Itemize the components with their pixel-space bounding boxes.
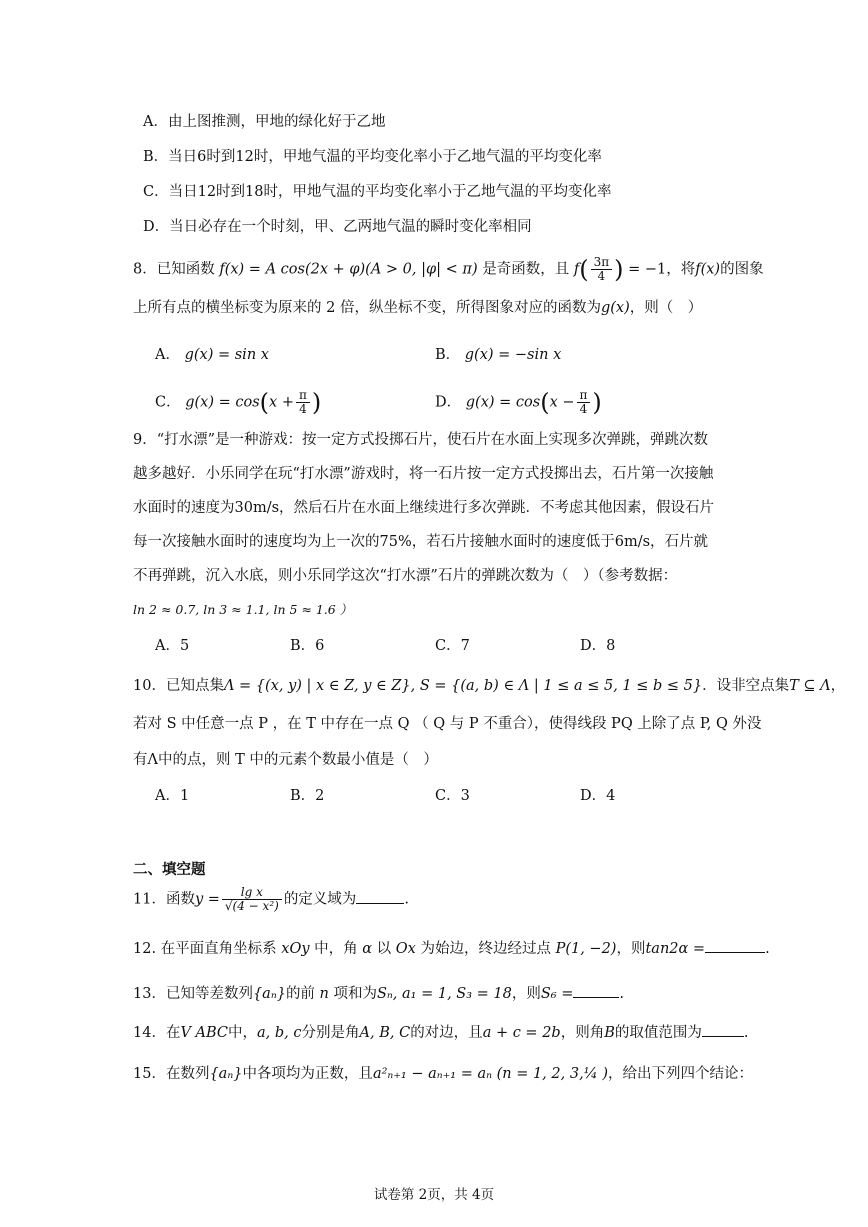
q13-answer-blank[interactable] [573, 983, 619, 998]
q13-n: n [319, 986, 329, 1002]
q14-mid2: 分别是角 [301, 1025, 360, 1041]
q9-line3: 水面时的速度为30m/s，然后石片在水面上继续进行多次弹跳．不考虑其他因素，假设石片 [133, 500, 715, 516]
q13-mid1: 的前 [285, 986, 315, 1002]
q15-cond: a²ₙ₊₁ − aₙ₊₁ = aₙ [372, 1066, 492, 1082]
q8-cond-lparen: ( [579, 255, 589, 284]
q14-line [133, 1022, 748, 1043]
q14-abc: a, b, c [257, 1025, 302, 1041]
q8-option-c-pre: g(x) = cos [185, 394, 260, 411]
q8-cond-rparen: ) [614, 255, 624, 284]
q12-mid4: ，则 [616, 941, 646, 957]
q12-mid2: 以 [376, 941, 392, 957]
q8-option-a-label: A． [155, 347, 180, 363]
q9-line5: 不再弹跳，沉入水底，则小乐同学这次“打水漂”石片的弹跳次数为（ ）（参考数据： [133, 568, 678, 584]
q8-option-d [435, 389, 602, 416]
q8-option-c-fraction [296, 389, 310, 416]
q12-xoy: xOy [281, 941, 310, 957]
q13-seq: {aₙ} [252, 986, 286, 1002]
q14-mid1: 中， [228, 1025, 258, 1041]
q12-mid1: 中，角 [314, 941, 358, 957]
q15-pre: 15．在数列 [133, 1066, 210, 1082]
q7-option-d: D．当日必存在一个时刻，甲、乙两地气温的瞬时变化率相同 [143, 219, 532, 235]
q8-option-c-denominator: 4 [299, 402, 307, 416]
q14-answer-blank[interactable] [702, 1022, 744, 1037]
q11-y: y = [194, 891, 220, 908]
q11-denominator: √(4 − x²) [224, 899, 279, 913]
q10-option-a: A．1 [155, 788, 190, 804]
q14-triangle: V ABC [180, 1025, 229, 1041]
q8-option-a [155, 345, 269, 365]
q8-option-b-label: B． [435, 347, 461, 363]
q8-option-c-rparen: ) [311, 388, 322, 417]
q15-mid1: 中各项均为正数，且 [242, 1066, 373, 1082]
q12-end: . [765, 941, 770, 957]
q7-option-a: A．由上图推测，甲地的绿化好于乙地 [143, 114, 386, 130]
q13-pre: 13．已知等差数列 [133, 986, 253, 1002]
q12-point: P(1, −2) [555, 941, 617, 957]
q8-option-d-fraction [577, 389, 591, 416]
q8-cond-fraction [591, 256, 613, 283]
q8-cond-denominator: 4 [597, 269, 606, 283]
q13-cond: Sₙ, a₁ = 1, S₃ = 18 [377, 986, 512, 1002]
q12-alpha: α [362, 941, 373, 957]
q8-option-d-pre: g(x) = cos [465, 394, 541, 411]
q8-stem-a: 8．已知函数 [133, 261, 215, 278]
q9-option-c: C．7 [435, 638, 470, 654]
q7-option-b: B．当日6时到12时，甲地气温的平均变化率小于乙地气温的平均变化率 [143, 149, 602, 165]
q8-option-c-numerator: π [296, 389, 310, 403]
q8-stem-line1 [133, 256, 764, 283]
q8-option-d-lparen: ( [540, 388, 550, 417]
q12-text: 12. 在平面直角坐标系 [133, 941, 277, 957]
q8-option-b-expr: g(x) = −sin x [464, 347, 562, 363]
q10-line1-c: ， [830, 678, 846, 694]
q8-line2-b: ，则（ ） [629, 300, 703, 316]
q8-stem-b: 是奇函数，且 [482, 261, 570, 278]
q8-cond-numerator: 3π [591, 256, 613, 270]
q12-ox: Ox [395, 941, 416, 957]
q14-pre: 14．在 [133, 1025, 181, 1041]
q15-post: ，给出下列四个结论： [608, 1066, 753, 1082]
q11-post: 的定义域为 [283, 891, 357, 908]
q8-cond-f: f [573, 261, 580, 278]
q14-B: B [604, 1025, 615, 1041]
page-footer: 试卷第 2页，共 4页 [373, 1187, 495, 1203]
q12-mid3: 为始边，终边经过点 [420, 941, 551, 957]
q8-line2-a: 上所有点的横坐标变为原来的 2 倍，纵坐标不变，所得图象对应的函数为 [133, 300, 601, 316]
q12-line [133, 938, 770, 959]
q14-cond: a + c = 2b [482, 1025, 561, 1041]
q9-reference-data: ln 2 ≈ 0.7, ln 3 ≈ 1.1, ln 5 ≈ 1.6 ） [133, 602, 353, 617]
q8-option-d-rparen: ) [592, 388, 602, 417]
q8-option-d-x: x − [549, 394, 575, 411]
q9-line1: 9．“打水漂”是一种游戏：按一定方式投掷石片，使石片在水面上实现多次弹跳，弹跳次数 [133, 432, 709, 448]
q8-fx: f(x) [695, 261, 721, 278]
q14-mid4: ，则角 [560, 1025, 605, 1041]
q10-option-b: B．2 [290, 788, 325, 804]
q11-fraction [222, 886, 282, 913]
q8-option-d-numerator: π [577, 389, 591, 403]
q8-option-a-expr: g(x) = sin x [184, 347, 269, 363]
q8-option-c [155, 389, 321, 416]
q14-mid5: 的取值范围为 [614, 1025, 702, 1041]
q11-numerator: lg x [222, 886, 282, 900]
q11-line [133, 886, 409, 913]
section-title: 二、填空题 [133, 862, 206, 878]
q13-s6: S₆ = [540, 986, 574, 1002]
q10-line2: 若对 S 中任意一点 P ，在 T 中存在一点 Q （ Q 与 P 不重合），使得线段 PQ 上除了点 P, Q 外没 [133, 716, 762, 732]
q10-line1-b: ．设非空点集 [702, 678, 790, 694]
q10-option-d: D．4 [580, 788, 616, 804]
q9-option-b: B．6 [290, 638, 325, 654]
q14-ABC: A, B, C [359, 1025, 411, 1041]
q13-mid2: 项和为 [333, 986, 377, 1002]
q9-line2: 越多越好．小乐同学在玩“打水漂”游戏时，将一石片按一定方式投掷出去，石片第一次接触 [133, 466, 714, 482]
q8-function-expr: f(x) = A cos(2x + φ)(A > 0, |φ| < π) [219, 261, 478, 278]
q8-stem-d: 的图象 [720, 261, 764, 278]
q8-option-b [435, 345, 561, 365]
q8-option-d-label: D． [435, 394, 462, 411]
q9-line4: 每一次接触水面时的速度均为上一次的75%，若石片接触水面时的速度低于6m/s，石片就 [133, 534, 709, 550]
q9-option-a: A．5 [155, 638, 190, 654]
q8-option-c-label: C． [155, 394, 181, 411]
q10-option-c: C．3 [435, 788, 470, 804]
q10-line1-a: 10．已知点集 [133, 678, 224, 694]
q8-stem-c: ，将 [666, 261, 696, 278]
q10-line1 [133, 676, 845, 696]
q9-option-d: D．8 [580, 638, 616, 654]
q12-tan: tan2α = [645, 941, 706, 957]
q8-gx: g(x) [600, 300, 630, 316]
q15-paren: (n = 1, 2, 3,¼ ) [496, 1066, 608, 1082]
q14-end: . [743, 1025, 749, 1041]
q11-pre: 11．函数 [133, 891, 195, 908]
q12-answer-blank[interactable] [705, 938, 765, 953]
q11-end: . [404, 891, 409, 908]
q8-option-c-x: x + [269, 394, 294, 411]
q10-sets: Λ = {(x, y) | x ∈ Z, y ∈ Z}, S = {(a, b) ∈ Λ | 1 ≤ a ≤ 5, 1 ≤ b ≤ 5} [223, 678, 703, 694]
q8-option-c-lparen: ( [259, 388, 270, 417]
q10-t-subset: T ⊆ Λ [789, 678, 831, 694]
q15-line [133, 1064, 753, 1084]
q7-option-c: C．当日12时到18时，甲地气温的平均变化率小于乙地气温的平均变化率 [143, 184, 612, 200]
q8-cond-value: = −1 [628, 261, 667, 278]
q13-mid3: ，则 [511, 986, 541, 1002]
q8-option-d-denominator: 4 [579, 402, 588, 416]
q11-answer-blank[interactable] [356, 889, 404, 904]
q15-seq: {aₙ} [209, 1066, 243, 1082]
q13-end: . [619, 986, 624, 1002]
q14-mid3: 的对边，且 [410, 1025, 483, 1041]
q8-stem-line2 [133, 298, 702, 318]
q13-line [133, 983, 624, 1004]
q10-line3: 有Λ中的点，则 T 中的元素个数最小值是（ ） [133, 752, 438, 768]
